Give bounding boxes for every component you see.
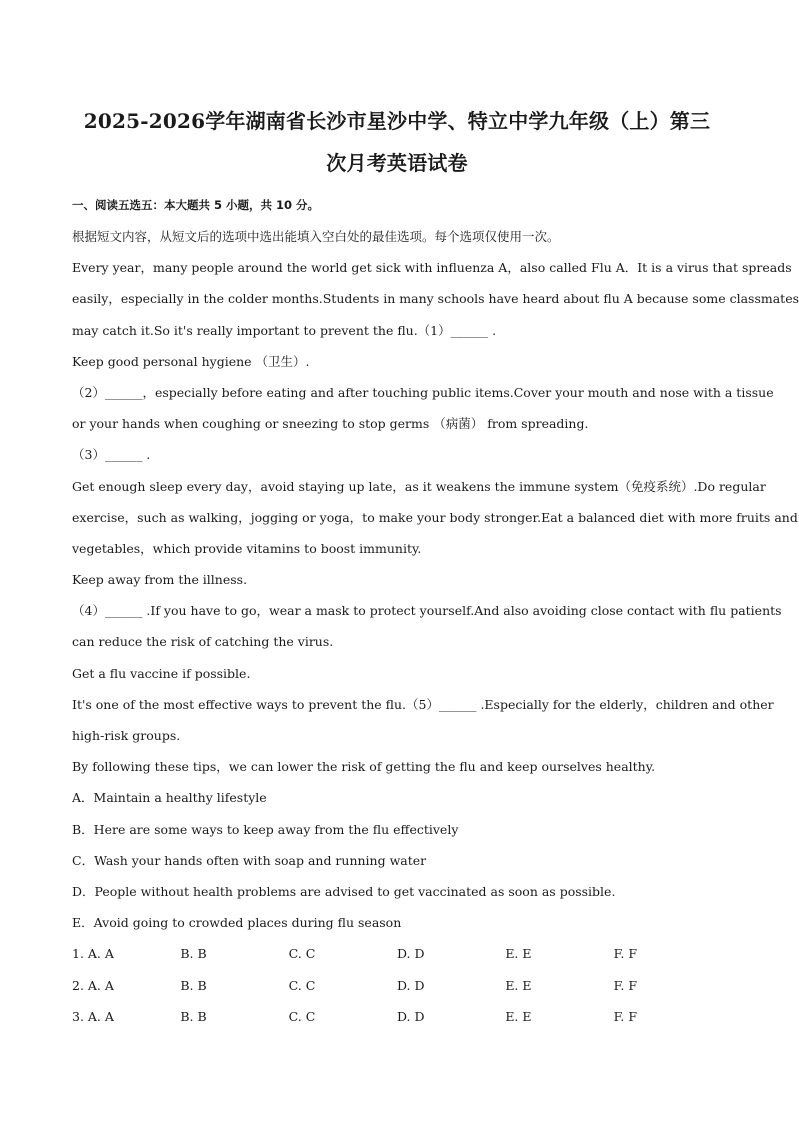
passage-line: can reduce the risk of catching the virus. bbox=[72, 634, 334, 650]
passage-line: （4）______ .If you have to go，wear a mask to protect yourself.And also avoiding close contact with flu patients bbox=[72, 603, 782, 619]
choice[interactable]: F. F bbox=[613, 1008, 637, 1024]
choice[interactable]: C. C bbox=[288, 977, 316, 993]
question-row bbox=[72, 970, 722, 1001]
choice[interactable]: F. F bbox=[613, 946, 637, 962]
section-instruction: 根据短文内容，从短文后的选项中选出能填入空白处的最佳选项。每个选项仅使用一次。 bbox=[72, 229, 560, 244]
choice[interactable]: C. C bbox=[288, 946, 316, 962]
title-line-2: 次月考英语试卷 bbox=[326, 151, 468, 175]
section-heading: 一、阅读五选五：本大题共 5 小题，共 10 分。 bbox=[72, 198, 320, 212]
choice[interactable]: B. B bbox=[180, 1008, 207, 1024]
passage-line: Keep good personal hygiene （卫生）. bbox=[72, 353, 310, 369]
question-row bbox=[72, 1001, 722, 1032]
passage-line: （2）______，especially before eating and after touching public items.Cover your mouth and nose with a tissue bbox=[72, 384, 774, 400]
passage-line: Every year，many people around the world get sick with influenza A，also called Flu A．It is a virus that spreads bbox=[72, 260, 792, 276]
choice[interactable]: B. B bbox=[180, 946, 207, 962]
choice[interactable]: 1. A. A bbox=[72, 946, 114, 962]
passage-line: high-risk groups. bbox=[72, 728, 181, 743]
passage-line: may catch it.So it's really important to prevent the flu.（1）______ . bbox=[72, 322, 497, 338]
reading-passage bbox=[72, 252, 799, 782]
choice[interactable]: F. F bbox=[613, 977, 637, 993]
passage-line: vegetables，which provide vitamins to boost immunity. bbox=[72, 540, 422, 556]
question-list bbox=[72, 938, 722, 1032]
choice[interactable]: D. D bbox=[396, 977, 425, 993]
title-line-1: 2025-2026学年湖南省长沙市星沙中学、特立中学九年级（上）第三 bbox=[83, 109, 711, 133]
choice[interactable]: D. D bbox=[396, 946, 425, 962]
passage-line: exercise，such as walking，jogging or yoga，to make your body stronger.Eat a balanced diet with more fruits and bbox=[72, 509, 798, 525]
passage-line: It's one of the most effective ways to prevent the flu.（5）______ .Especially for the elderly，children and other bbox=[72, 696, 774, 712]
question-row bbox=[72, 938, 722, 969]
option-item: B．Here are some ways to keep away from the flu effectively bbox=[72, 821, 459, 837]
option-item: D．People without health problems are advised to get vaccinated as soon as possible. bbox=[72, 883, 616, 899]
choice[interactable]: E. E bbox=[505, 977, 532, 993]
choice[interactable]: 2. A. A bbox=[72, 977, 114, 993]
option-item: E．Avoid going to crowded places during flu season bbox=[72, 915, 402, 931]
passage-line: or your hands when coughing or sneezing to stop germs （病菌） from spreading. bbox=[72, 416, 589, 432]
passage-line: Get a flu vaccine if possible. bbox=[72, 665, 251, 681]
choice[interactable]: E. E bbox=[505, 1008, 532, 1024]
choice[interactable]: E. E bbox=[505, 946, 532, 962]
passage-line: Keep away from the illness. bbox=[72, 572, 248, 588]
choice[interactable]: B. B bbox=[180, 977, 207, 993]
page-title bbox=[72, 100, 722, 184]
passage-line: easily，especially in the colder months.Students in many schools have heard about flu A because some classmates bbox=[72, 291, 799, 307]
option-item: A．Maintain a healthy lifestyle bbox=[72, 790, 267, 806]
passage-line: Get enough sleep every day，avoid staying up late，as it weakens the immune system（免疫系统）.Do regular bbox=[72, 478, 766, 494]
answer-options bbox=[72, 782, 722, 938]
choice[interactable]: 3. A. A bbox=[72, 1008, 114, 1024]
passage-line: （3）______ . bbox=[72, 447, 151, 463]
choice[interactable]: D. D bbox=[396, 1008, 425, 1024]
passage-line: By following these tips，we can lower the risk of getting the flu and keep ourselves healthy. bbox=[72, 759, 656, 775]
exam-page bbox=[72, 100, 799, 1032]
choice[interactable]: C. C bbox=[288, 1008, 316, 1024]
option-item: C．Wash your hands often with soap and running water bbox=[72, 852, 427, 868]
